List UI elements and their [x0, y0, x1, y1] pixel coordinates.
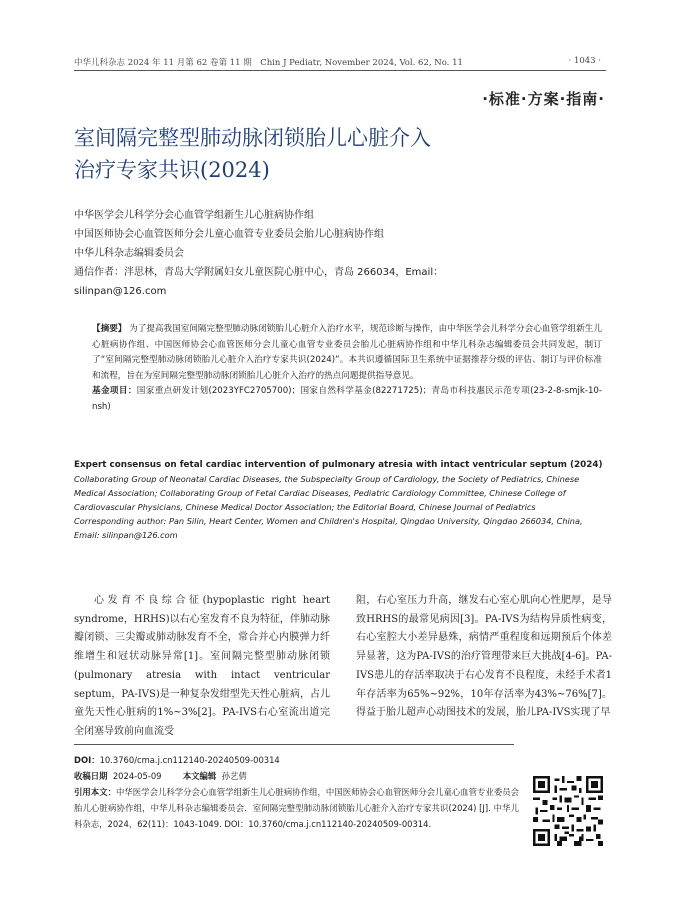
body-paragraph: 阻，右心室压力升高，继发右心室心肌向心性肥厚，是导致HRHS的最常见病因[3]。PA-IVS为结构异质性病变，右心室腔大小差异悬殊，病情严重程度和远期预后个体差异显著，这为PA-IVS的治疗管理带来巨大挑战[4-6]。PA-IVS患儿的存活率取决于右心发育不良程度，未经手术者1年存活率为65%~92%，10年存活率为43%~76%[7]。得益于胎儿超声心动图技术的发展，胎儿PA-IVS实现了早 — [356, 595, 612, 719]
received-label: 收稿日期 — [74, 771, 108, 781]
article-footer — [74, 752, 519, 832]
citation-label: 引用本文： — [74, 787, 116, 797]
page-number: · 1043 · — [568, 56, 601, 66]
doi-line — [74, 752, 519, 768]
author-line: 中华医学会儿科学分会心血管学组新生儿心脏病协作组 — [74, 210, 314, 221]
dates-line — [74, 768, 519, 784]
abstract-text: 为了提高我国室间隔完整型肺动脉闭锁胎儿心脏介入治疗水平，规范诊断与操作，由中华医学会儿科学分会心血管学组新生儿心脏病协作组、中国医师协会心血管医师分会儿童心血管专业委员会胎儿心脏病协作组和中华儿科杂志编辑委员会共同发起，制订了“室间隔完整型肺动脉闭锁胎儿心脏介入治疗专家共识(2024)”。本共识遵循国际卫生系统中证据推荐分级的评估、制订与评价标准和流程，旨在为室间隔完整型肺动脉闭锁胎儿心脏介入治疗的热点问题提供指导意见。 — [92, 324, 602, 381]
section-label: ·标准·方案·指南· — [482, 90, 605, 108]
english-correspondence: Corresponding author: Pan Silin, Heart Center, Women and Children's Hospital, Qingdao University, Qingdao 266034, China, Email: silinpan@126.com — [74, 516, 583, 540]
header-divider — [74, 70, 606, 71]
body-column-right — [356, 592, 612, 723]
english-abstract-header — [74, 458, 604, 542]
article-title — [74, 122, 614, 186]
qr-code-icon — [533, 776, 603, 846]
author-line: 中国医师协会心血管医师分会儿童心血管专业委员会胎儿心脏病协作组 — [74, 229, 384, 240]
author-block — [74, 206, 614, 301]
editor-name: 孙艺倩 — [221, 771, 247, 781]
editor-label: 本文编辑 — [182, 771, 217, 781]
abstract-body — [92, 322, 602, 384]
title-line-2: 治疗专家共识(2024) — [74, 158, 270, 182]
citation-text: 中华医学会儿科学分会心血管学组新生儿心脏病协作组，中国医师协会心血管医师分会儿童心血管专业委员会胎儿心脏病协作组，中华儿科杂志编辑委员会．室间隔完整型肺动脉闭锁胎儿心脏介入治疗专家共识(2024) [J]. 中华儿科杂志，2024，62(11)：1043-1049. DOI：10.3760/cma.j.cn112140-20240509-00314. — [74, 787, 519, 829]
body-column-left — [74, 592, 330, 742]
footer-divider — [74, 744, 514, 745]
author-line: 中华儿科杂志编辑委员会 — [74, 248, 184, 259]
received-date: 2024-05-09 — [112, 771, 162, 781]
funding — [92, 384, 602, 415]
funding-label: 基金项目： — [92, 386, 137, 397]
title-line-1: 室间隔完整型肺动脉闭锁胎儿心脏介入 — [74, 126, 431, 150]
doi-value: 10.3760/cma.j.cn112140-20240509-00314 — [99, 755, 280, 765]
abstract — [92, 322, 602, 416]
english-authors: Collaborating Group of Neonatal Cardiac Diseases, the Subspecialty Group of Cardiology, the Society of Pediatrics, Chinese Medical Association; Collaborating Group of Fetal Cardiac Diseases, Pediatric Cardiology Committee, Chinese College of Cardiovascular Physicians, Chinese Medical Doctor Association; the Editorial Board, Chinese Journal of Pediatrics — [74, 474, 580, 512]
running-header: 中华儿科杂志 2024 年 11 月第 62 卷第 11 期 Chin J Pediatr, November 2024, Vol. 62, No. 11 — [74, 58, 463, 68]
citation — [74, 784, 519, 832]
author-line: 通信作者：泮思林，青岛大学附属妇女儿童医院心脏中心，青岛 266034，Email： — [74, 267, 444, 278]
english-title: Expert consensus on fetal cardiac intervention of pulmonary atresia with intact ventricular septum (2024) — [74, 460, 603, 470]
author-line: silinpan@126.com — [74, 286, 167, 297]
body-paragraph: 心发育不良综合征(hypoplastic right heart syndrome，HRHS)以右心室发育不良为特征，伴肺动脉瓣闭锁、三尖瓣或肺动脉发育不全，常合并心内膜弹力纤维增生和冠状动脉异常[1]。室间隔完整型肺动脉闭锁(pulmonary atresia with intact ventricular septum，PA-IVS)是一种复杂发绀型先天性心脏病，占儿童先天性心脏病的1%~3%[2]。PA-IVS右心室流出道完全闭塞导致前向血流受 — [74, 595, 330, 737]
abstract-label: 【摘要】 — [92, 324, 127, 334]
doi-label: DOI： — [74, 755, 100, 765]
funding-text: 国家重点研发计划(2023YFC2705700)；国家自然科学基金(82271725)；青岛市科技惠民示范专项(23-2-8-smjk-10-nsh) — [92, 386, 602, 412]
